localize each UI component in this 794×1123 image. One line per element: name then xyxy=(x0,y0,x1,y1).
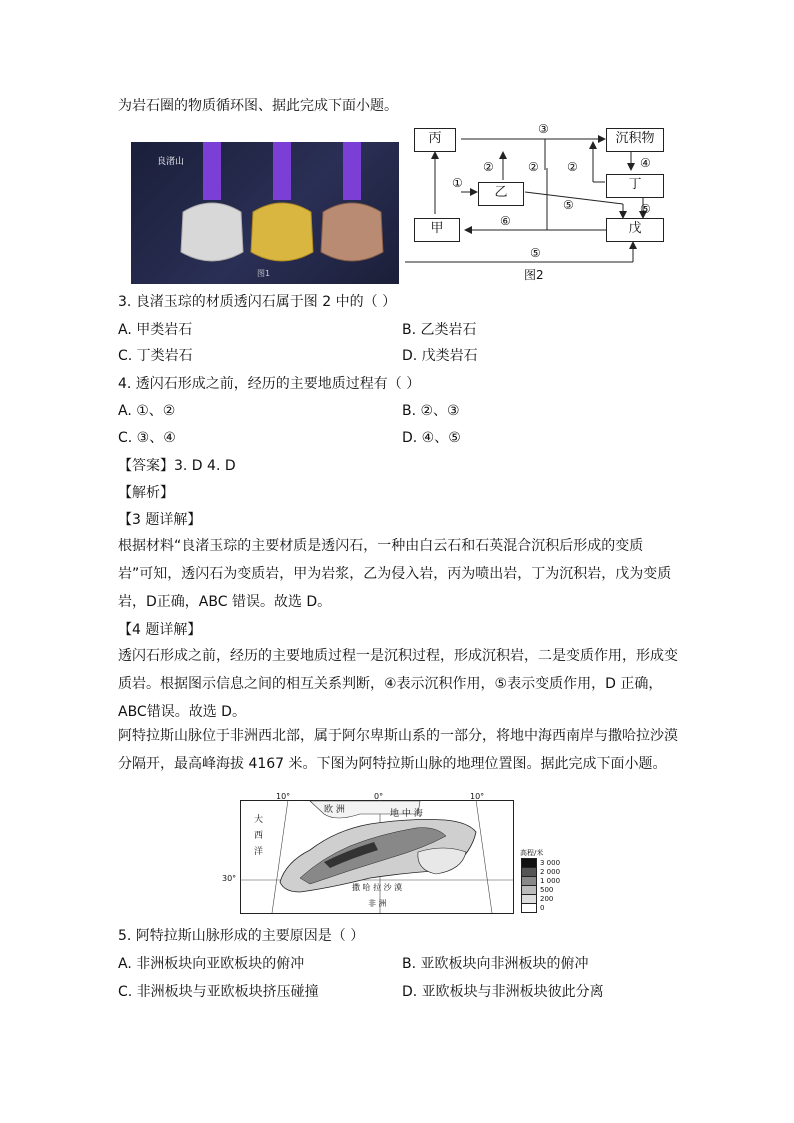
map-graphic xyxy=(240,792,514,914)
q3-option-a: A. 甲类岩石 xyxy=(118,322,193,338)
box-wu: 戊 xyxy=(606,218,664,242)
label-6: ⑥ xyxy=(500,214,511,228)
label-2a: ② xyxy=(483,160,494,174)
legend-title: 高程/米 xyxy=(520,849,544,857)
legend-row xyxy=(521,903,560,912)
box-sediment: 沉积物 xyxy=(606,128,664,152)
map-atlantic-2: 西 xyxy=(254,831,264,841)
map-sahara: 撒 哈 拉 沙 漠 xyxy=(352,883,403,892)
q3-detail-text: 根据材料“良渚玉琮的主要材质是透闪石，一种由白云石和石英混合沉积后形成的变质岩”可知，透闪石为变质岩，甲为岩浆，乙为侵入岩，丙为喷出岩，丁为沉积岩，戊为变质岩，D正确，ABC 错误。故选 D。 xyxy=(118,538,672,610)
label-1: ① xyxy=(452,176,463,190)
q4-detail-text: 透闪石形成之前，经历的主要地质过程一是沉积过程，形成沉积岩，二是变质作用，形成变质岩。根据图示信息之间的相互关系判断，④表示沉积作用，⑤表示变质作用，D 正确，ABC错误。故选 D。 xyxy=(118,648,678,720)
analysis-title: 【解析】 xyxy=(118,485,174,501)
q4-stem: 4. 透闪石形成之前，经历的主要地质过程有（ ） xyxy=(118,376,421,392)
elevation-legend xyxy=(521,858,560,912)
q3-stem: 3. 良渚玉琮的材质透闪石属于图 2 中的（ ） xyxy=(118,294,397,310)
map-lat-30: 30° xyxy=(222,874,237,883)
box-yi: 乙 xyxy=(478,182,524,206)
q5-stem: 5. 阿特拉斯山脉形成的主要原因是（ ） xyxy=(118,928,365,944)
box-jia: 甲 xyxy=(414,218,460,242)
answer-line: 【答案】3. D 4. D xyxy=(118,458,236,474)
map-mediterranean: 地 中 海 xyxy=(390,809,423,819)
box-ding: 丁 xyxy=(606,174,664,198)
q4-detail-title: 【4 题详解】 xyxy=(118,622,202,638)
q5-option-a: A. 非洲板块向亚欧板块的俯冲 xyxy=(118,956,305,972)
q5-option-c: C. 非洲板块与亚欧板块挤压碰撞 xyxy=(118,984,319,1000)
label-3: ③ xyxy=(538,122,549,136)
map-atlantic-3: 洋 xyxy=(254,847,264,857)
q4-option-a: A. ①、② xyxy=(118,403,176,419)
label-2b: ② xyxy=(528,160,539,174)
label-5c: ⑤ xyxy=(530,246,541,260)
q3-detail-title: 【3 题详解】 xyxy=(118,512,202,528)
map-lon-0: 0° xyxy=(374,792,384,801)
intro2-text: 阿特拉斯山脉位于非洲西北部，属于阿尔卑斯山系的一部分，将地中海西南岸与撒哈拉沙漠分隔开，最高峰海拔 4167 米。下图为阿特拉斯山脉的地理位置图。据此完成下面小题。 xyxy=(118,728,678,772)
photo-logo: 良渚山 xyxy=(157,157,185,167)
q3-option-d: D. 戊类岩石 xyxy=(402,348,478,364)
q4-option-c: C. ③、④ xyxy=(118,430,176,446)
legend-label: 0 xyxy=(540,903,545,912)
map-europe: 欧 洲 xyxy=(324,805,345,815)
map-atlantic-1: 大 xyxy=(254,815,264,825)
legend-label: 200 xyxy=(540,894,554,903)
label-5a: ⑤ xyxy=(563,198,574,212)
label-5b: ⑤ xyxy=(640,202,651,216)
map-lon-10w: 10° xyxy=(276,792,291,801)
box-bing: 丙 xyxy=(414,128,456,152)
map-lon-10e: 10° xyxy=(470,792,485,801)
map-africa: 非 洲 xyxy=(368,899,387,908)
legend-label: 1 000 xyxy=(540,876,561,885)
q4-option-b: B. ②、③ xyxy=(402,403,460,419)
intro-text: 为岩石圈的物质循环图、据此完成下面小题。 xyxy=(118,98,398,114)
legend-label: 3 000 xyxy=(540,858,561,867)
q5-option-d: D. 亚欧板块与非洲板块彼此分离 xyxy=(402,984,604,1000)
diagram-caption: 图2 xyxy=(524,268,544,282)
medal-photo xyxy=(131,142,399,284)
q3-option-c: C. 丁类岩石 xyxy=(118,348,193,364)
label-4: ④ xyxy=(640,156,651,170)
photo-caption: 图1 xyxy=(257,269,271,278)
medals-graphic xyxy=(131,142,399,284)
q4-option-d: D. ④、⑤ xyxy=(402,430,461,446)
label-2c: ② xyxy=(567,160,578,174)
legend-label: 2 000 xyxy=(540,867,561,876)
legend-label: 500 xyxy=(540,885,554,894)
atlas-map xyxy=(222,792,514,914)
q3-option-b: B. 乙类岩石 xyxy=(402,322,477,338)
legend-swatch xyxy=(521,903,537,913)
q5-option-b: B. 亚欧板块向非洲板块的俯冲 xyxy=(402,956,589,972)
